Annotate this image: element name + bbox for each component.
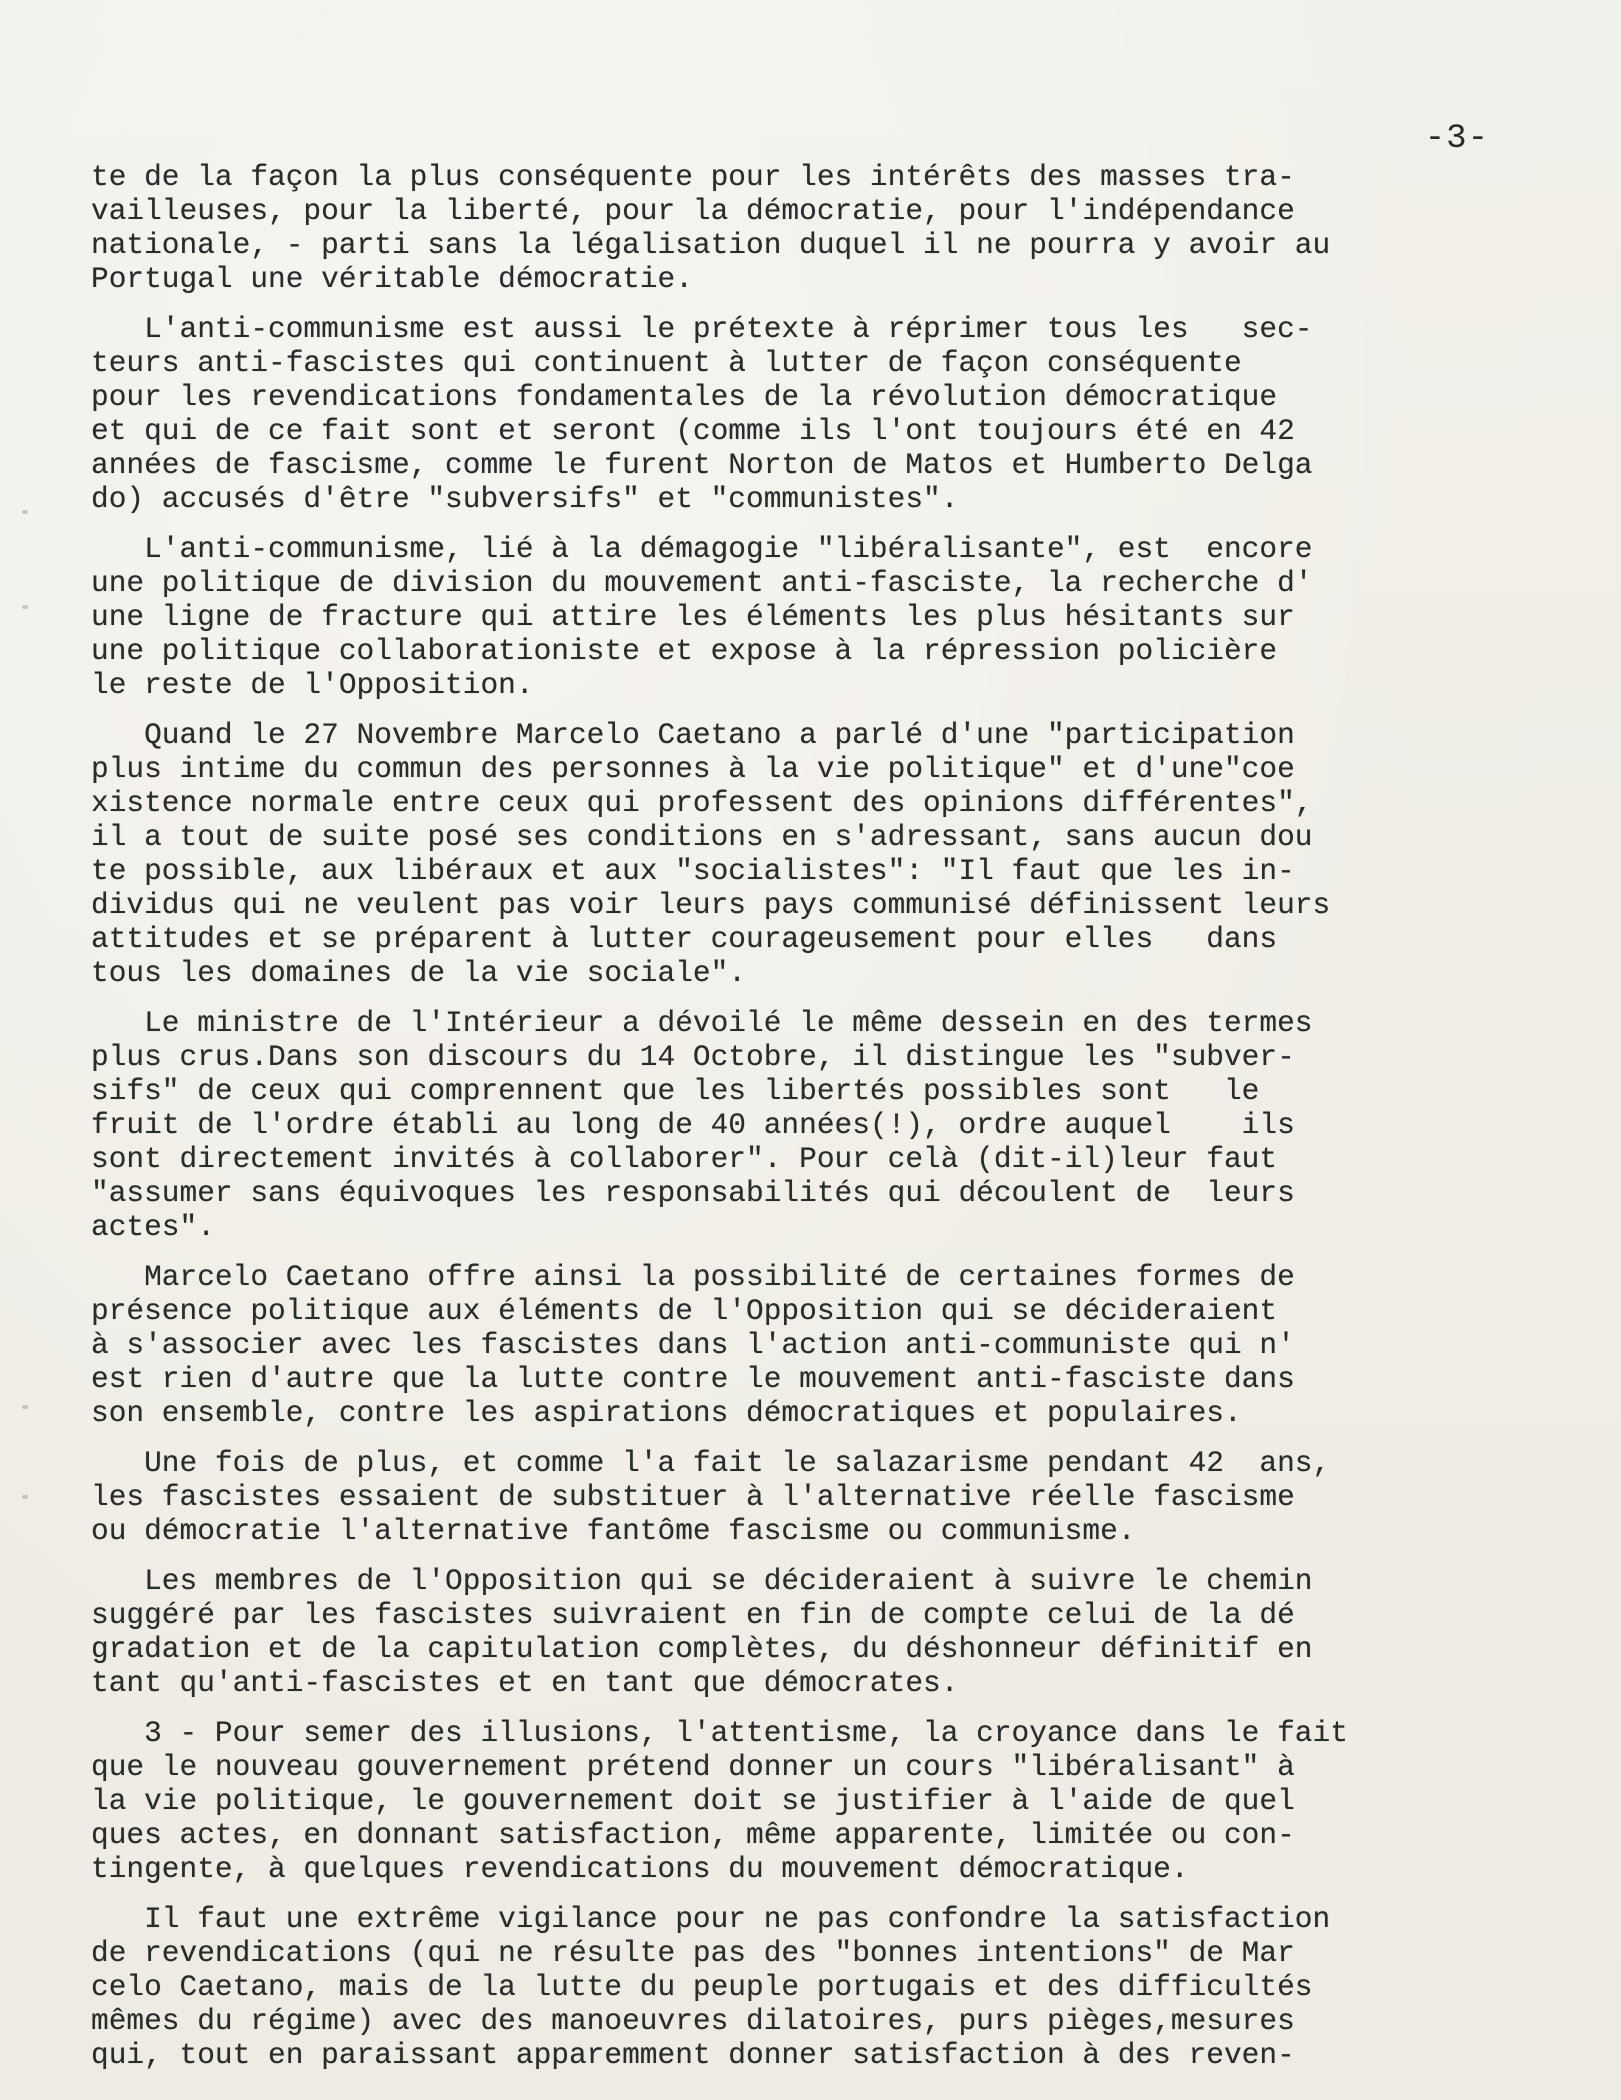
text-line: il a tout de suite posé ses conditions en s'adressant, sans aucun dou [91,820,1313,854]
text-line: son ensemble, contre les aspirations démocratiques et populaires. [91,1396,1242,1430]
text-line: dividus qui ne veulent pas voir leurs pays communisé définissent leurs [91,888,1331,922]
text-line: une ligne de fracture qui attire les éléments les plus hésitants sur [91,600,1295,634]
document-body [91,160,1501,2088]
text-line: sifs" de ceux qui comprennent que les libertés possibles sont le [91,1074,1260,1108]
text-line: actes". [91,1210,215,1244]
text-line: ou démocratie l'alternative fantôme fascisme ou communisme. [91,1514,1136,1548]
paragraph [91,1006,1501,1244]
text-line: le reste de l'Opposition. [91,668,534,702]
text-line: années de fascisme, comme le furent Norton de Matos et Humberto Delga [91,448,1313,482]
text-line: teurs anti-fascistes qui continuent à lutter de façon conséquente [91,346,1242,380]
paragraph [91,718,1501,990]
paragraph [91,160,1501,296]
text-line: mêmes du régime) avec des manoeuvres dilatoires, purs pièges,mesures [91,2004,1295,2038]
text-line: présence politique aux éléments de l'Opposition qui se décideraient [91,1294,1278,1328]
paragraph [91,1716,1501,1886]
paragraph [91,1564,1501,1700]
text-line: une politique de division du mouvement anti-fasciste, la recherche d' [91,566,1313,600]
text-line: suggéré par les fascistes suivraient en fin de compte celui de la dé [91,1598,1295,1632]
text-line: attitudes et se préparent à lutter courageusement pour elles dans [91,922,1278,956]
text-line: de revendications (qui ne résulte pas des "bonnes intentions" de Mar [91,1936,1295,1970]
text-line: te de la façon la plus conséquente pour les intérêts des masses tra- [91,160,1295,194]
paragraph [91,1902,1501,2072]
text-line: qui, tout en paraissant apparemment donner satisfaction à des reven- [91,2038,1295,2072]
text-line: Quand le 27 Novembre Marcelo Caetano a parlé d'une "participation [91,718,1295,752]
text-line: Marcelo Caetano offre ainsi la possibilité de certaines formes de [91,1260,1295,1294]
text-line: les fascistes essaient de substituer à l'alternative réelle fascisme [91,1480,1295,1514]
text-line: tous les domaines de la vie sociale". [91,956,747,990]
text-line: ques actes, en donnant satisfaction, même apparente, limitée ou con- [91,1818,1295,1852]
paragraph [91,1446,1501,1548]
text-line: 3 - Pour semer des illusions, l'attentisme, la croyance dans le fait [91,1716,1348,1750]
text-line: sont directement invités à collaborer". Pour celà (dit-il)leur faut [91,1142,1278,1176]
text-line: plus crus.Dans son discours du 14 Octobre, il distingue les "subver- [91,1040,1295,1074]
text-line: tingente, à quelques revendications du mouvement démocratique. [91,1852,1189,1886]
text-line: Portugal une véritable démocratie. [91,262,693,296]
margin-mark [22,510,28,514]
text-line: est rien d'autre que la lutte contre le mouvement anti-fasciste dans [91,1362,1295,1396]
text-line: L'anti-communisme est aussi le prétexte à réprimer tous les sec- [91,312,1313,346]
margin-mark [22,1405,28,1409]
text-line: pour les revendications fondamentales de la révolution démocratique [91,380,1278,414]
margin-mark [22,1495,28,1499]
text-line: Le ministre de l'Intérieur a dévoilé le même dessein en des termes [91,1006,1313,1040]
text-line: tant qu'anti-fascistes et en tant que démocrates. [91,1666,959,1700]
text-line: celo Caetano, mais de la lutte du peuple portugais et des difficultés [91,1970,1313,2004]
text-line: plus intime du commun des personnes à la vie politique" et d'une"coe [91,752,1295,786]
paragraph [91,1260,1501,1430]
text-line: Les membres de l'Opposition qui se décideraient à suivre le chemin [91,1564,1313,1598]
text-line: à s'associer avec les fascistes dans l'action anti-communiste qui n' [91,1328,1295,1362]
text-line: "assumer sans équivoques les responsabilités qui découlent de leurs [91,1176,1295,1210]
text-line: gradation et de la capitulation complètes, du déshonneur définitif en [91,1632,1313,1666]
text-line: fruit de l'ordre établi au long de 40 années(!), ordre auquel ils [91,1108,1295,1142]
text-line: et qui de ce fait sont et seront (comme ils l'ont toujours été en 42 [91,414,1295,448]
text-line: que le nouveau gouvernement prétend donner un cours "libéralisant" à [91,1750,1295,1784]
page-number: -3- [1424,120,1489,158]
text-line: Il faut une extrême vigilance pour ne pas confondre la satisfaction [91,1902,1331,1936]
text-line: Une fois de plus, et comme l'a fait le salazarisme pendant 42 ans, [91,1446,1331,1480]
text-line: te possible, aux libéraux et aux "socialistes": "Il faut que les in- [91,854,1295,888]
paragraph [91,532,1501,702]
text-line: vailleuses, pour la liberté, pour la démocratie, pour l'indépendance [91,194,1295,228]
text-line: une politique collaborationiste et expose à la répression policière [91,634,1278,668]
text-line: la vie politique, le gouvernement doit se justifier à l'aide de quel [91,1784,1295,1818]
margin-mark [22,605,28,609]
text-line: L'anti-communisme, lié à la démagogie "libéralisante", est encore [91,532,1313,566]
text-line: xistence normale entre ceux qui professent des opinions différentes", [91,786,1313,820]
text-line: nationale, - parti sans la légalisation duquel il ne pourra y avoir au [91,228,1331,262]
paragraph [91,312,1501,516]
text-line: do) accusés d'être "subversifs" et "communistes". [91,482,959,516]
